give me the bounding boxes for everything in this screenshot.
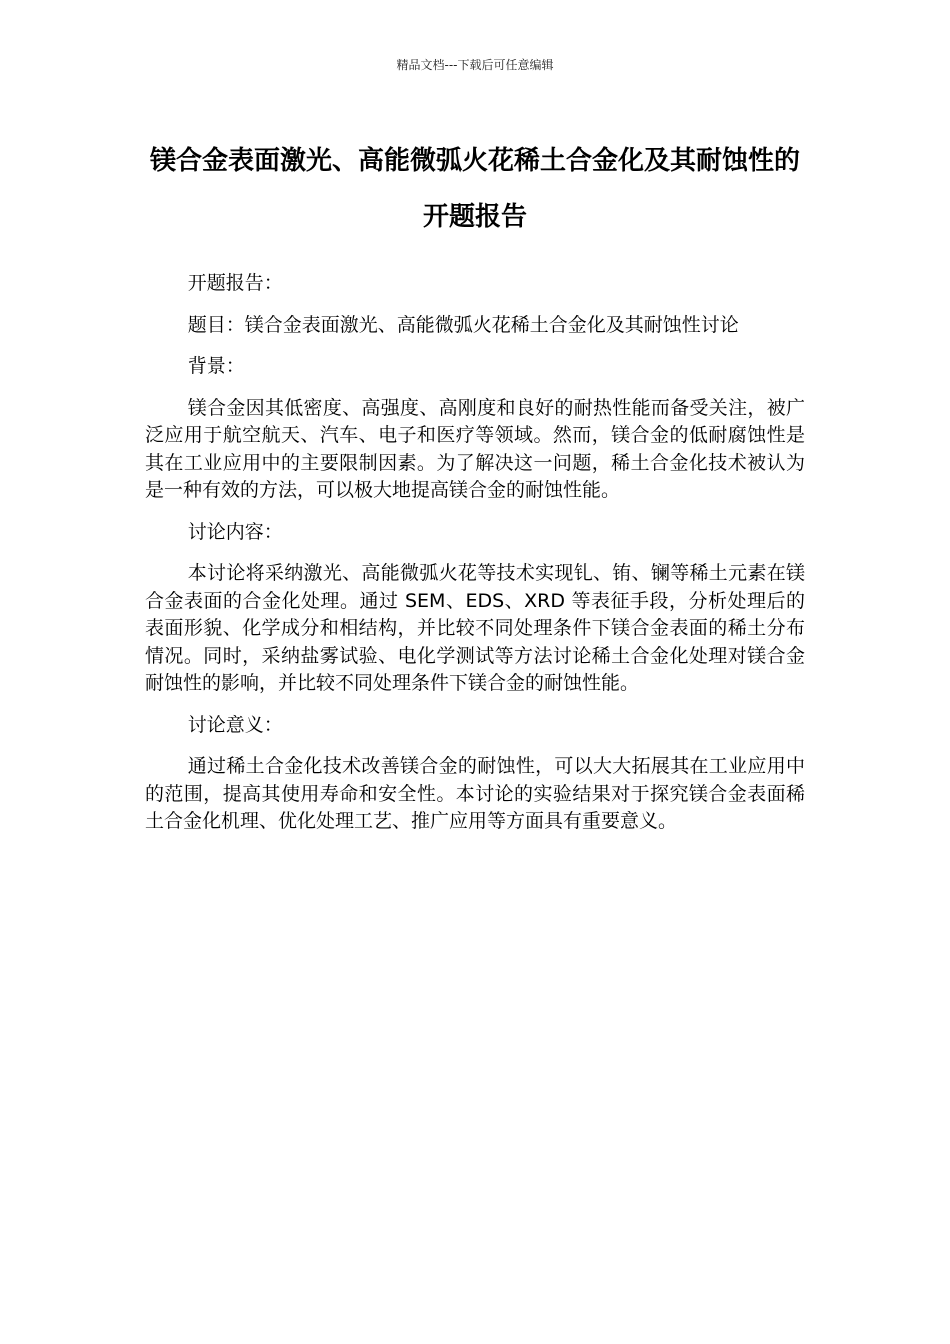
topic-line: 题目：镁合金表面激光、高能微弧火花稀土合金化及其耐蚀性讨论: [187, 313, 739, 336]
content-paragraph: 本讨论将采纳激光、高能微弧火花等技术实现钆、铕、镧等稀土元素在镁合金表面的合金化处理。通过 SEM、EDS、XRD 等表征手段，分析处理后的表面形貌、化学成分和相结构，并比较不同处理条件下镁合金表面的稀土分布情况。同时，采纳盐雾试验、电化学测试等方法讨论稀土合金化处理对镁合金耐蚀性的影响，并比较不同处理条件下镁合金的耐蚀性能。: [145, 562, 805, 694]
background-paragraph: 镁合金因其低密度、高强度、高刚度和良好的耐热性能而备受关注，被广泛应用于航空航天、汽车、电子和医疗等领域。然而，镁合金的低耐腐蚀性是其在工业应用中的主要限制因素。为了解决这一问题，稀土合金化技术被认为是一种有效的方法，可以极大地提高镁合金的耐蚀性能。: [145, 396, 805, 501]
document-body: [145, 270, 805, 850]
background-label: 背景：: [187, 355, 245, 377]
report-label: 开题报告：: [187, 272, 283, 294]
content-label: 讨论内容：: [187, 520, 283, 543]
significance-paragraph: 通过稀土合金化技术改善镁合金的耐蚀性，可以大大拓展其在工业应用中的范围，提高其使用寿命和安全性。本讨论的实验结果对于探究镁合金表面稀土合金化机理、优化处理工艺、推广应用等方面具有重要意义。: [145, 755, 805, 832]
significance-label: 讨论意义：: [187, 713, 283, 736]
document-title: 镁合金表面激光、高能微弧火花稀土合金化及其耐蚀性的开题报告: [149, 146, 800, 232]
header-note: 精品文档---下载后可任意编辑: [396, 58, 554, 72]
